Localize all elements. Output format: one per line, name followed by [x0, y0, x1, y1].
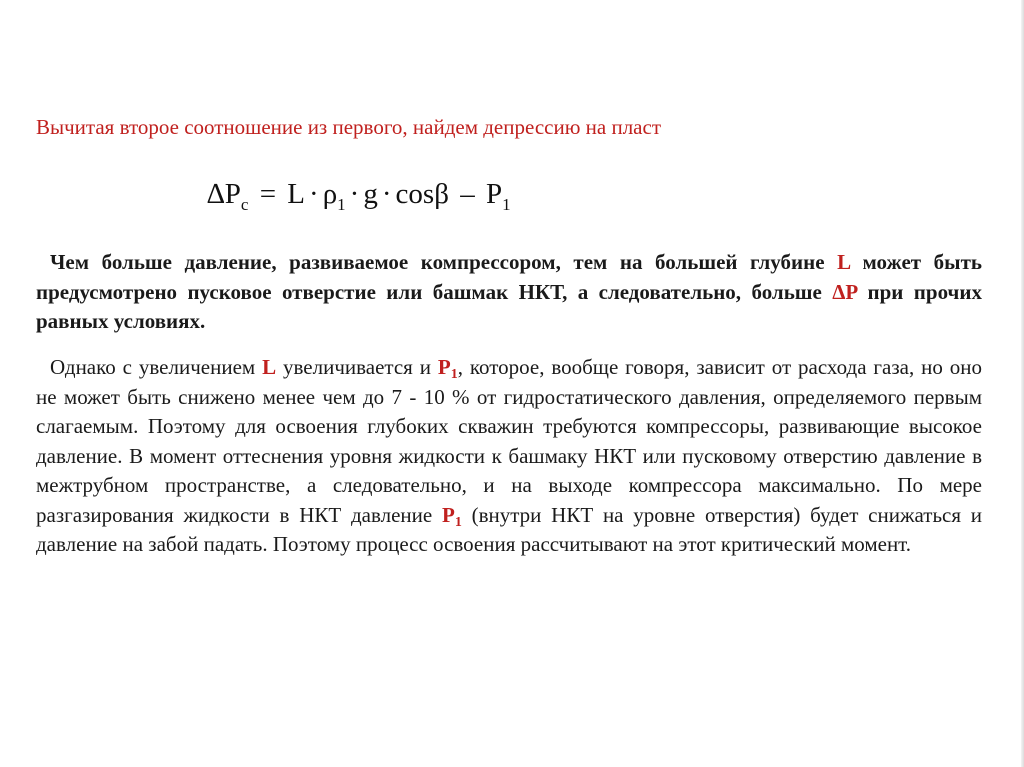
formula-cos: cos: [395, 178, 435, 210]
intro-text: Вычитая второе соотношение из первого, найдем депрессию на пласт: [36, 115, 661, 139]
formula-l: L: [287, 178, 306, 210]
body-paragraph-p1-second-sub: 1: [454, 514, 462, 530]
bold-paragraph-text-3: при прочих равных условиях.: [36, 279, 982, 333]
body-paragraph-text-3: , которое, вообще говоря, зависит от расхода газа, но оно не может быть снижено менее чем до 7 - 10 % от гидростатического давления, определяемого первым слагаемым. Поэтому для освоения глубоких скважин требуются компрессоры, развивающие высокое давление. В момент оттеснения уровня жидкости к башмаку НКТ или пусковому отверстию давление в межтрубном пространстве, а следовательно, и на выходе компрессора максимально. По мере разгазирования жидкости в НКТ давление: [36, 355, 982, 527]
formula-rho: ρ: [322, 178, 338, 210]
formula-g: g: [363, 178, 378, 210]
formula-rho-sub: 1: [337, 195, 346, 214]
formula-dot-3: ·: [381, 178, 392, 210]
body-paragraph-p1-sub: 1: [450, 367, 458, 382]
body-paragraph-text-4: (внутри НКТ на уровне отверстия) будет снижаться и давление на забой падать. Поэтому процесс освоения рассчитывают на этот критический момент.: [36, 502, 982, 556]
formula-p-sub: c: [240, 195, 249, 214]
formula-delta: ∆: [207, 178, 225, 210]
formula-minus: –: [460, 178, 475, 210]
formula-equals: =: [259, 178, 277, 210]
formula-p: P: [224, 178, 241, 210]
formula-beta: β: [434, 178, 449, 210]
bold-paragraph-text-2: может быть предусмотрено пусковое отверстие или башмак НКТ, а следовательно, больше: [36, 250, 982, 304]
body-paragraph-p1-second: [442, 502, 462, 530]
body-paragraph-p1-second-symbol: P: [442, 502, 455, 527]
bold-paragraph-text-1: Чем больше давление, развиваемое компрессором, тем на большей глубине: [50, 250, 838, 274]
formula-p1-sub: 1: [502, 195, 511, 214]
body-paragraph-text-2: увеличивается и: [276, 355, 438, 379]
bold-paragraph-dp: ΔP: [832, 279, 858, 304]
formula: [207, 172, 511, 216]
bold-paragraph: [36, 248, 982, 337]
formula-p1: P: [485, 178, 503, 210]
body-paragraph-p1: [437, 355, 458, 382]
bold-paragraph-l: L: [837, 250, 850, 274]
body-paragraph-l: L: [262, 355, 277, 379]
body-paragraph-text-1: Однако с увеличением: [50, 355, 263, 379]
formula-dot-1: ·: [309, 178, 319, 210]
body-paragraph-p1-symbol: P: [437, 355, 451, 379]
body-paragraph: [36, 353, 982, 560]
formula-dot-2: ·: [349, 178, 360, 210]
